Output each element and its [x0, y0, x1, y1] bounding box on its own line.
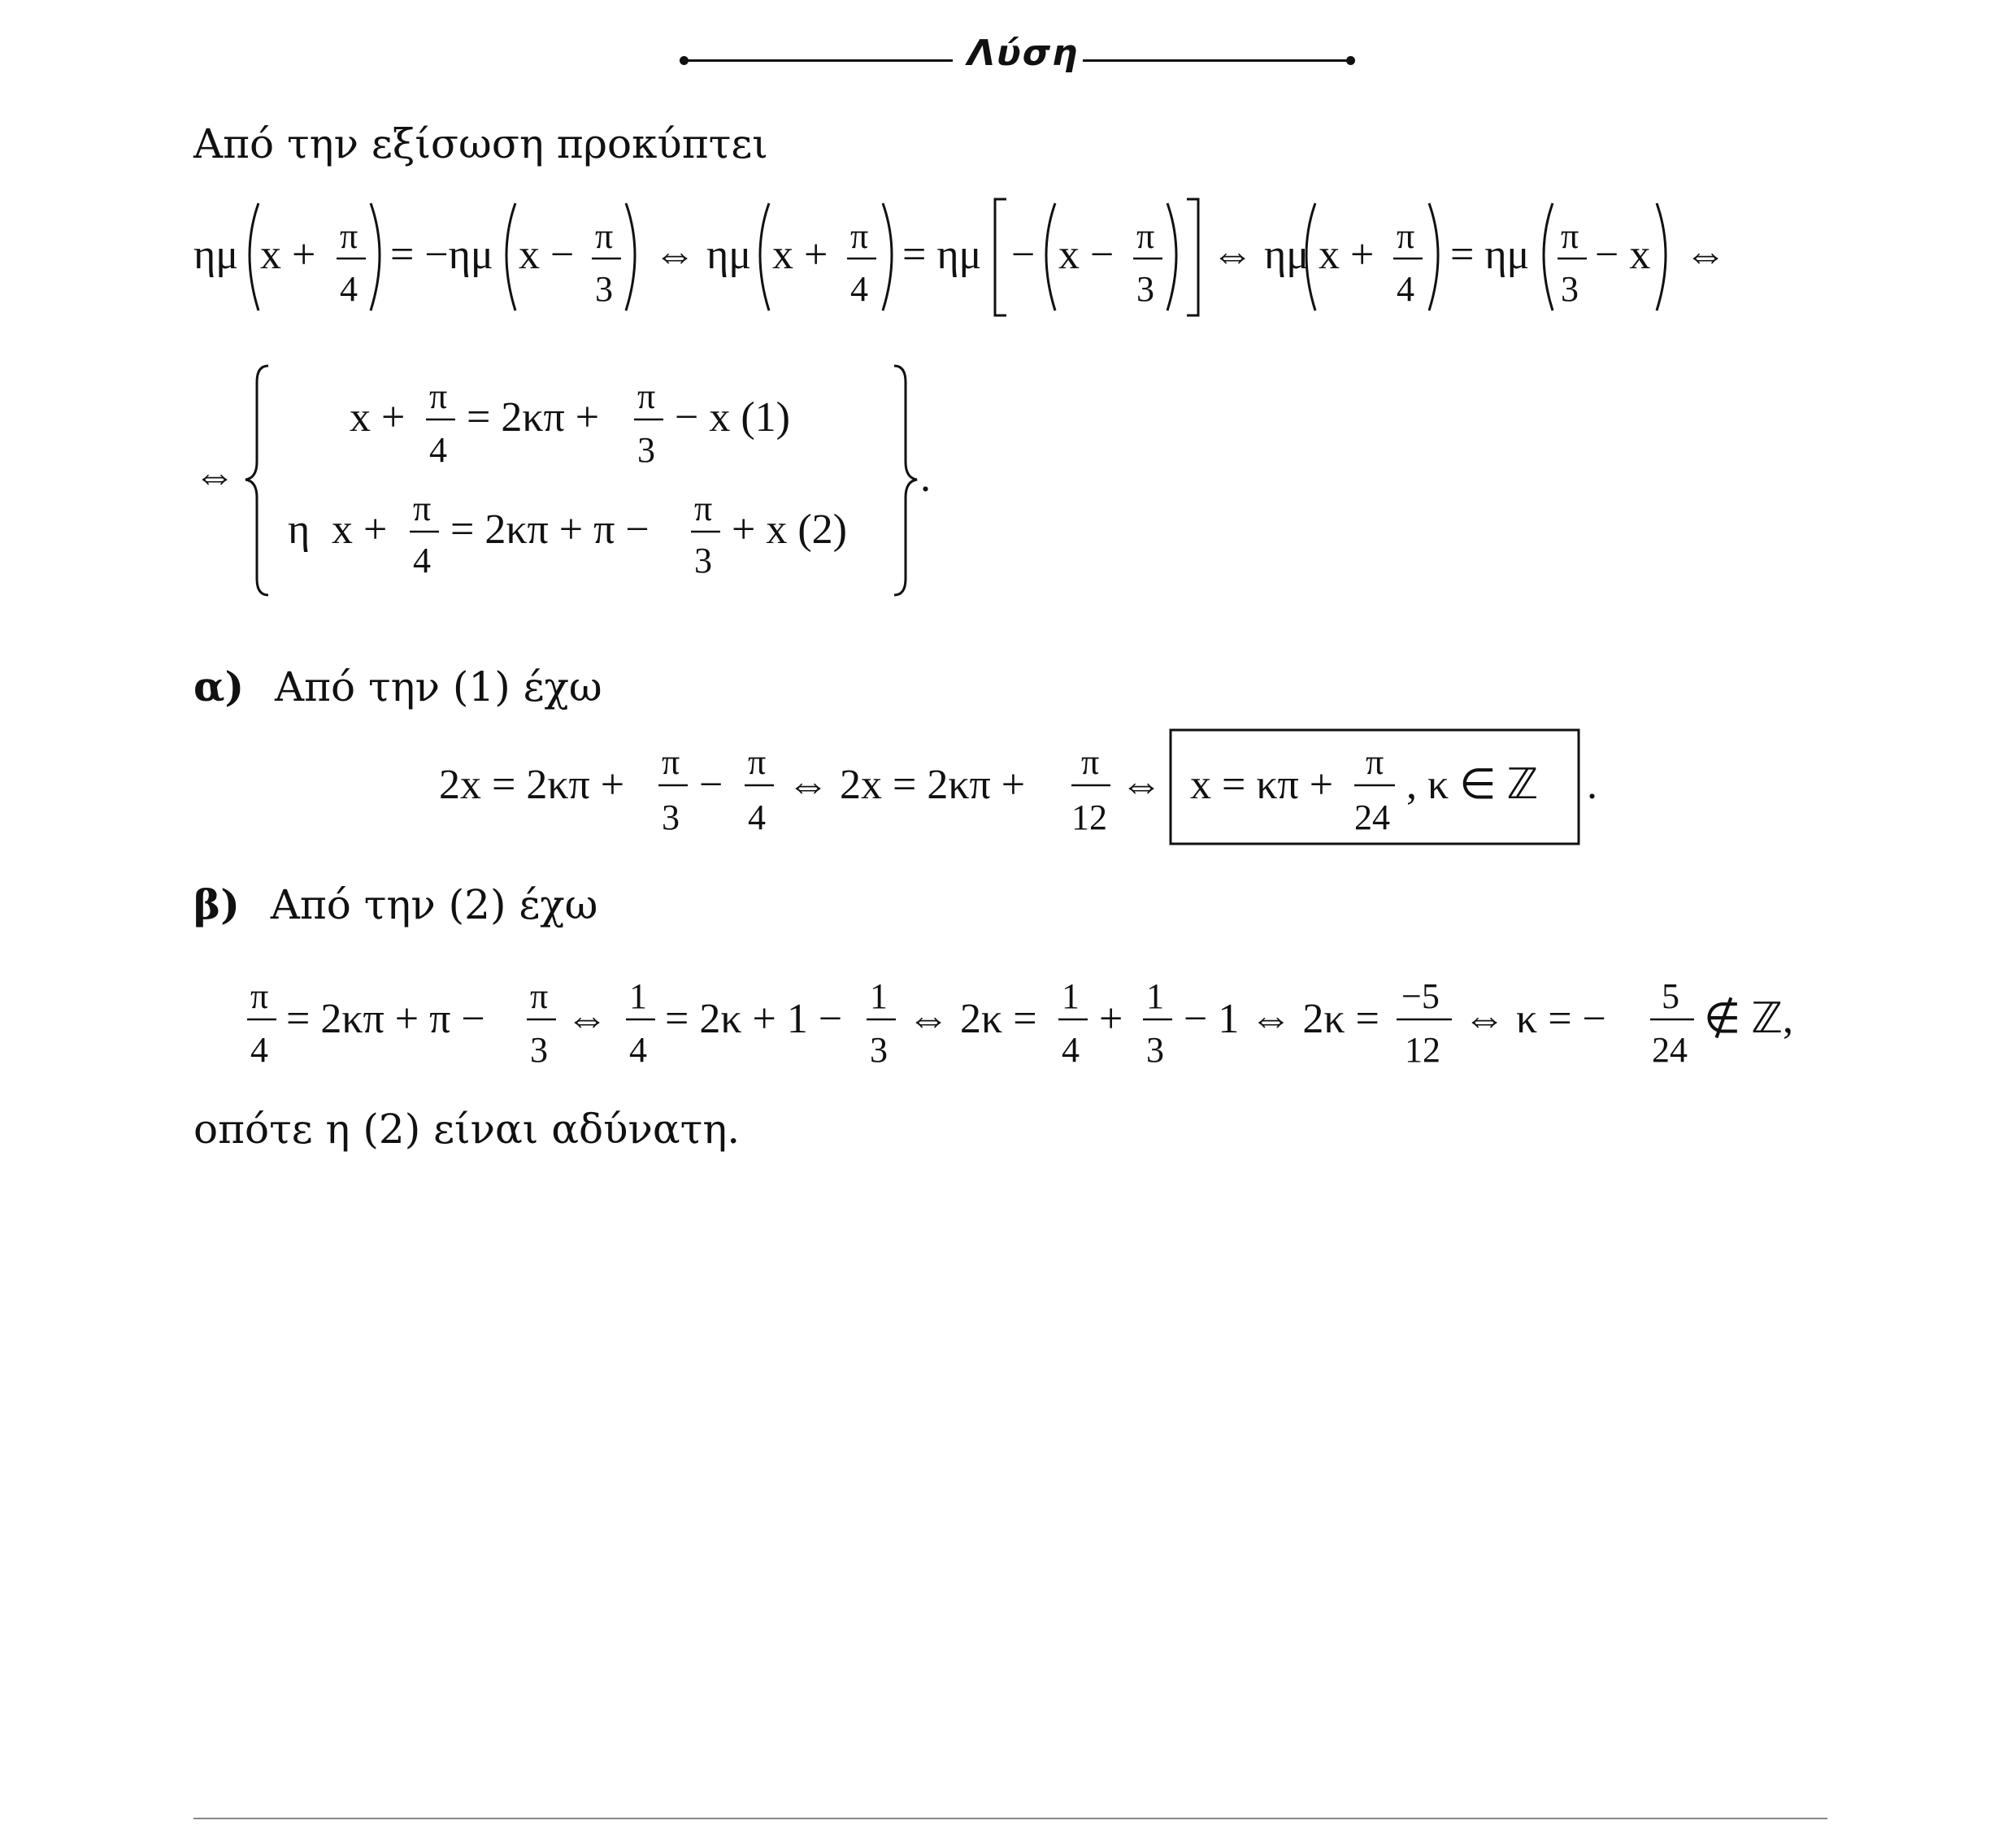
footer-rule [193, 1818, 1827, 1819]
svg-text:2x = 2κπ +: 2x = 2κπ + [439, 762, 625, 808]
svg-text:π: π [637, 376, 656, 416]
svg-text:= 2κπ + π −: = 2κπ + π − [450, 506, 650, 553]
svg-text:1: 1 [1146, 976, 1164, 1016]
svg-text:π: π [413, 489, 432, 528]
svg-text:x +: x + [350, 394, 406, 441]
svg-text:3: 3 [870, 1030, 888, 1070]
header-right-rule [1083, 59, 1351, 62]
svg-text:3: 3 [530, 1030, 548, 1070]
part-b-text: Από την (2) έχω [270, 881, 598, 928]
part-b-equation [244, 959, 1870, 1089]
svg-text:= ημ: = ημ [902, 232, 982, 278]
svg-text:.: . [1587, 762, 1597, 808]
svg-text:π: π [250, 976, 269, 1016]
svg-text:−: − [699, 762, 723, 808]
svg-text:−5: −5 [1401, 976, 1440, 1016]
svg-text:1: 1 [870, 976, 888, 1016]
svg-text:4: 4 [413, 541, 431, 580]
svg-text:1: 1 [629, 976, 647, 1016]
svg-text:− 1 ⇔ 2κ =: − 1 ⇔ 2κ = [1184, 996, 1379, 1042]
svg-text:4: 4 [250, 1030, 268, 1070]
svg-text:⇔ κ = −: ⇔ κ = − [1463, 996, 1606, 1042]
svg-text:3: 3 [1146, 1030, 1164, 1070]
svg-text:4: 4 [1397, 269, 1414, 309]
svg-text:π: π [748, 742, 767, 782]
svg-text:π: π [1366, 742, 1384, 782]
svg-text:− x: − x [1595, 232, 1651, 278]
conclusion-text: οπότε η (2) είναι αδύνατη. [193, 1106, 741, 1153]
svg-text:−: − [1011, 232, 1036, 278]
svg-text:3: 3 [1561, 269, 1579, 309]
svg-text:⇔ ημ: ⇔ ημ [1211, 232, 1310, 278]
svg-text:x = κπ +: x = κπ + [1190, 762, 1334, 808]
svg-text:3: 3 [662, 797, 680, 837]
svg-text:1: 1 [1062, 976, 1080, 1016]
svg-text:x +: x + [772, 232, 828, 278]
svg-text:3: 3 [694, 541, 712, 580]
svg-text:4: 4 [429, 430, 447, 470]
svg-text:− x (1): − x (1) [675, 394, 790, 441]
svg-text:3: 3 [595, 269, 613, 309]
header-right-dot [1346, 56, 1355, 65]
svg-text:4: 4 [850, 269, 868, 309]
svg-text:π: π [1397, 216, 1415, 256]
part-b-label: β) [193, 880, 240, 928]
part-a-heading [193, 663, 602, 710]
svg-text:+: + [1099, 996, 1123, 1042]
svg-text:⇔: ⇔ [193, 453, 236, 499]
svg-text:= −ημ: = −ημ [390, 232, 493, 278]
svg-text:π: π [1561, 216, 1579, 256]
svg-text:4: 4 [340, 269, 358, 309]
svg-text:4: 4 [629, 1030, 647, 1070]
svg-text:12: 12 [1405, 1030, 1440, 1070]
svg-text:x −: x − [519, 232, 575, 278]
svg-text:, κ ∈ ℤ: , κ ∈ ℤ [1406, 762, 1539, 808]
svg-text:π: π [1081, 742, 1100, 782]
svg-text:π: π [429, 376, 448, 416]
svg-text:3: 3 [1136, 269, 1154, 309]
svg-text:x +: x + [332, 506, 388, 553]
svg-text:24: 24 [1354, 797, 1390, 837]
svg-text:π: π [1136, 216, 1155, 256]
svg-text:π: π [340, 216, 358, 256]
svg-text:π: π [850, 216, 869, 256]
svg-text:⇔: ⇔ [566, 996, 608, 1042]
svg-text:+ x (2): + x (2) [732, 506, 847, 553]
svg-text:3: 3 [637, 430, 655, 470]
svg-text:= 2κ + 1 −: = 2κ + 1 − [665, 996, 843, 1042]
svg-text:4: 4 [1062, 1030, 1080, 1070]
svg-text:π: π [595, 216, 614, 256]
svg-text:12: 12 [1071, 797, 1107, 837]
svg-text:⇔ 2κ =: ⇔ 2κ = [907, 996, 1037, 1042]
svg-text:x +: x + [1319, 232, 1375, 278]
equation-line-1 [193, 187, 1819, 325]
section-title: Λύση [967, 33, 1080, 74]
svg-text:π: π [694, 489, 713, 528]
svg-text:∉ ℤ,: ∉ ℤ, [1704, 996, 1794, 1042]
svg-text:η: η [288, 506, 311, 553]
svg-text:⇔: ⇔ [1120, 762, 1162, 808]
svg-text:x −: x − [1058, 232, 1114, 278]
svg-text:24: 24 [1652, 1030, 1688, 1070]
svg-text:⇔: ⇔ [1684, 232, 1727, 278]
part-a-label: α) [193, 663, 245, 710]
header-left-rule [684, 59, 953, 62]
svg-text:x +: x + [260, 232, 316, 278]
svg-text:= 2κπ +: = 2κπ + [467, 394, 600, 441]
svg-text:⇔ ημ: ⇔ ημ [654, 232, 752, 278]
svg-text:ημ: ημ [193, 232, 239, 278]
svg-text:= ημ: = ημ [1450, 232, 1530, 278]
svg-text:4: 4 [748, 797, 766, 837]
part-b-heading [193, 880, 598, 928]
svg-text:π: π [530, 976, 549, 1016]
part-a-equation [439, 723, 1658, 854]
equation-system [193, 358, 1006, 602]
svg-text:π: π [662, 742, 680, 782]
svg-text:.: . [920, 454, 931, 501]
svg-text:⇔ 2x = 2κπ +: ⇔ 2x = 2κπ + [787, 762, 1026, 808]
svg-text:= 2κπ + π −: = 2κπ + π − [286, 996, 485, 1042]
intro-text: Από την εξίσωση προκύπτει [193, 120, 768, 167]
svg-text:5: 5 [1662, 976, 1679, 1016]
part-a-text: Από την (1) έχω [275, 663, 602, 710]
